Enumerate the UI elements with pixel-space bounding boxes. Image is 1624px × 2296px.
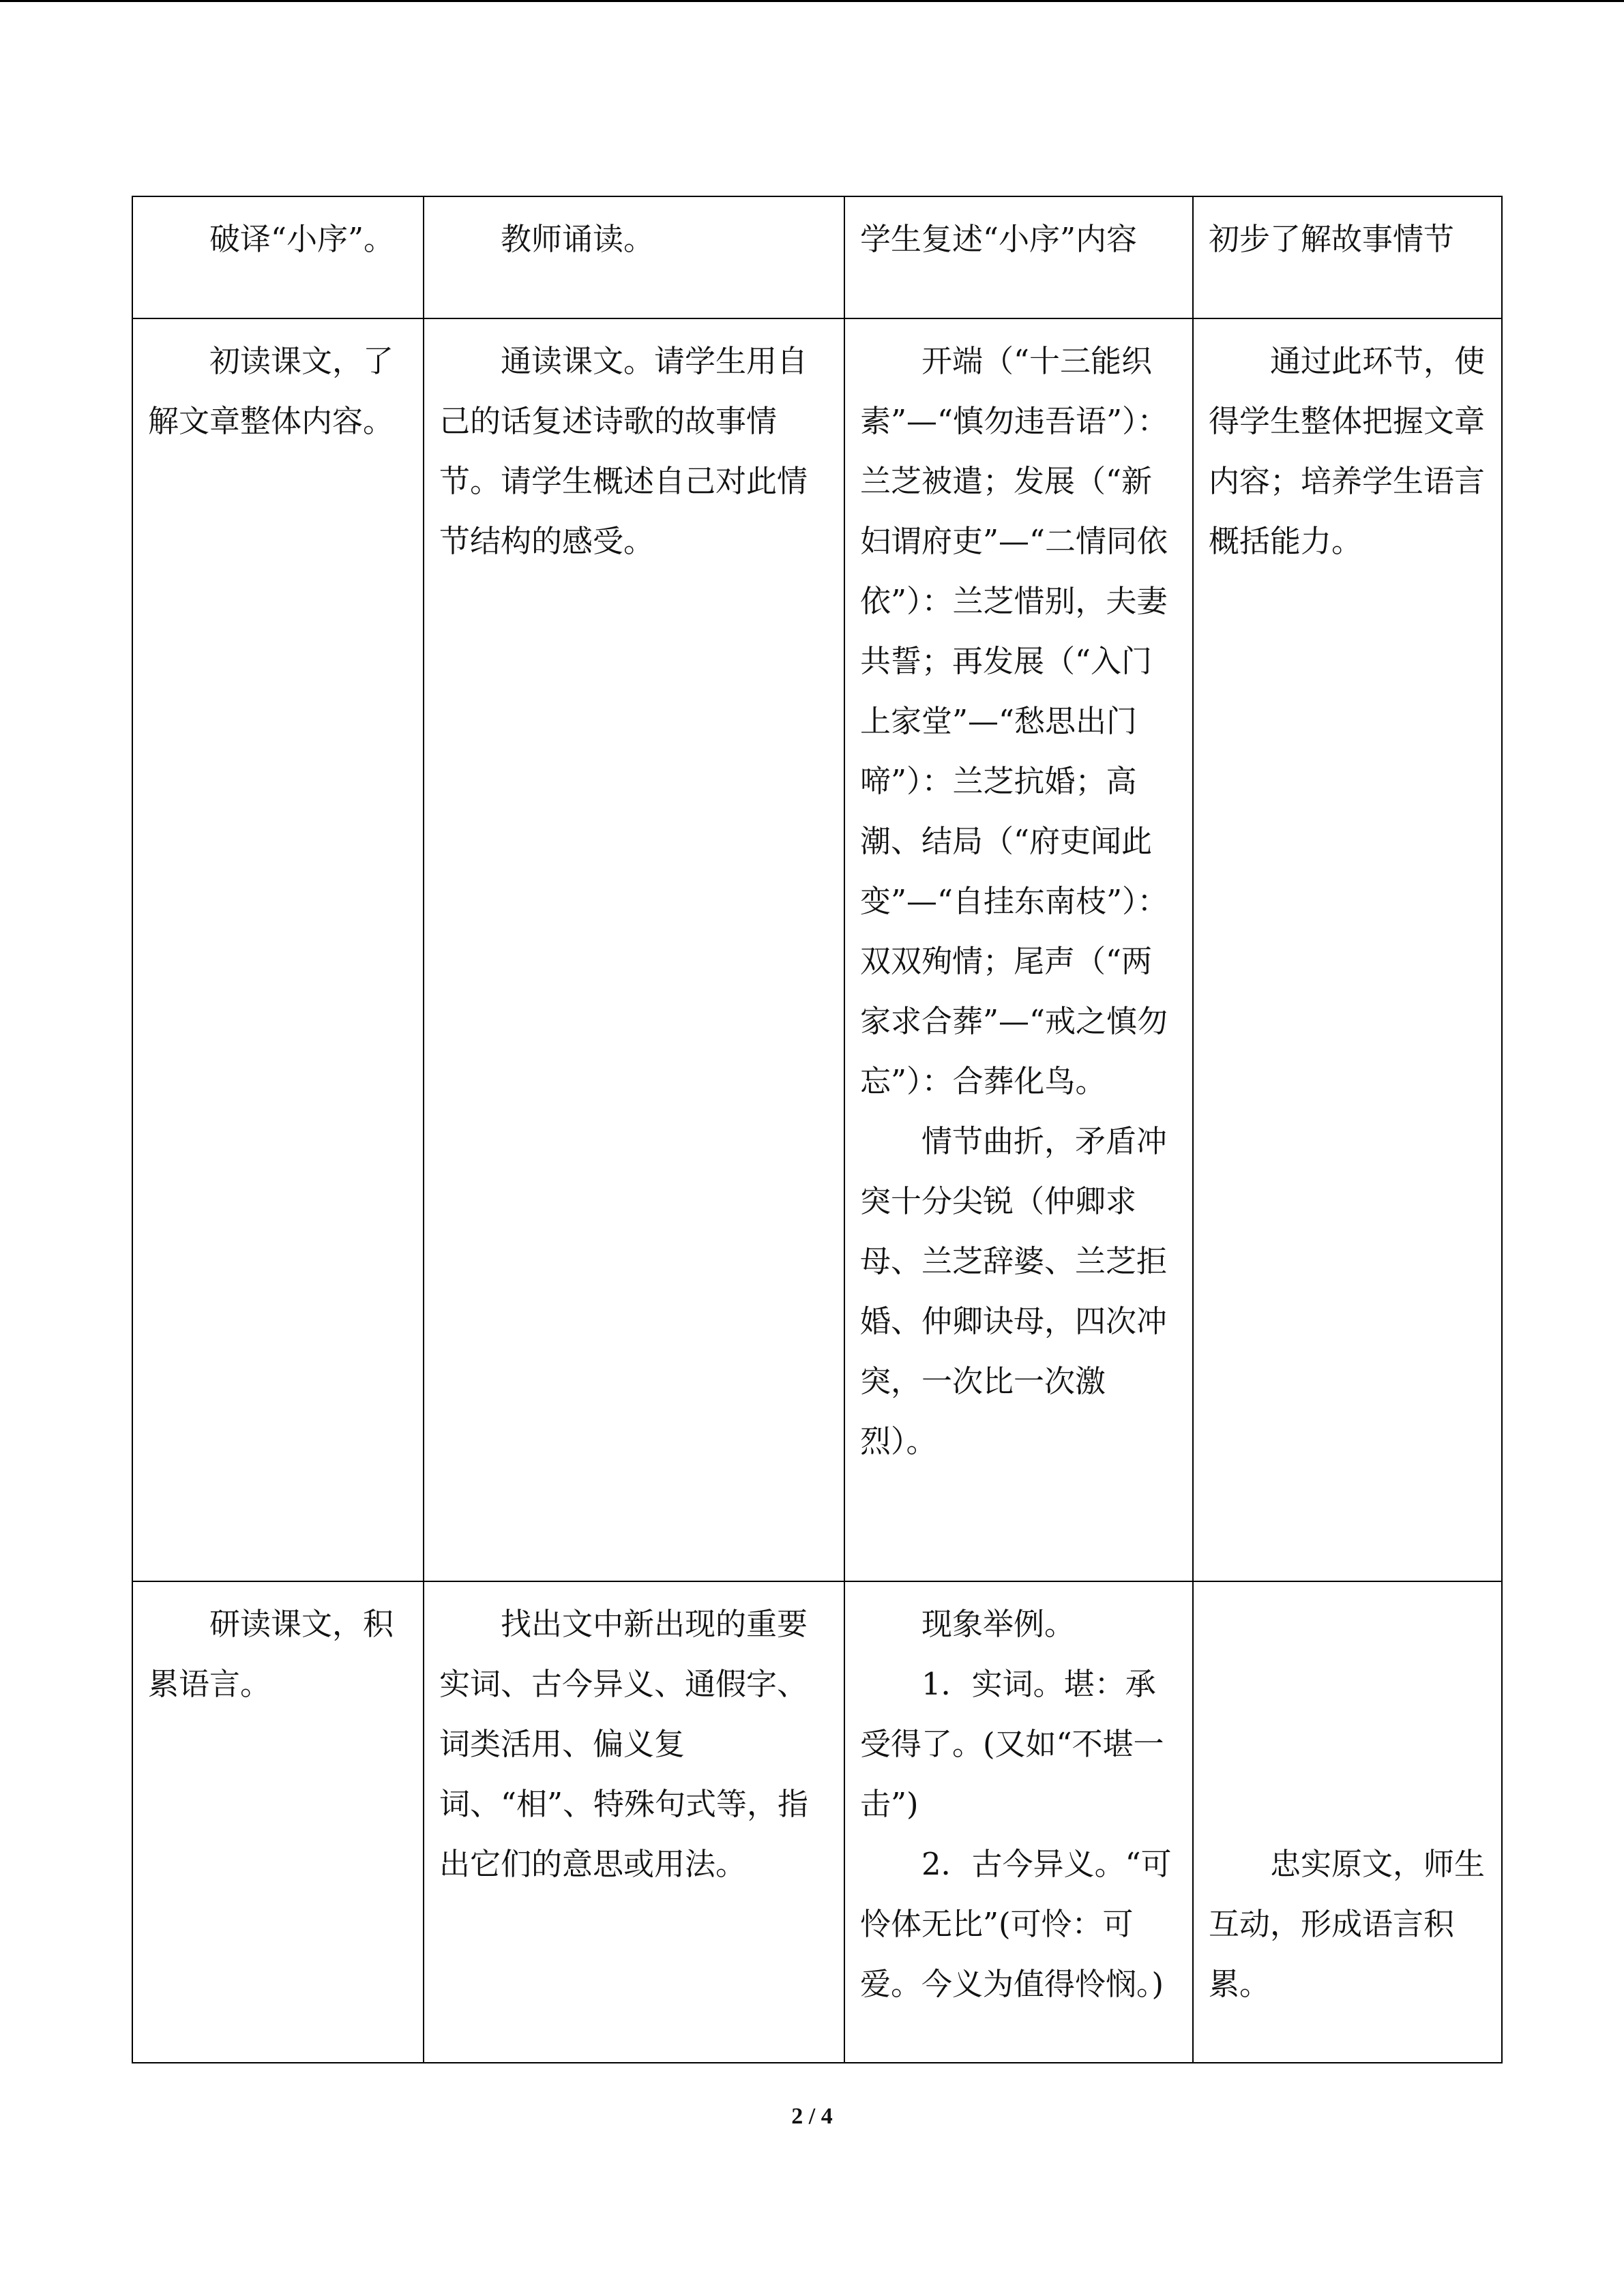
cell-paragraph: 破译“小序”。 (209, 221, 395, 257)
cell-paragraph: 初读课文，了解文章整体内容。 (148, 343, 394, 439)
cell-paragraph: 情节曲折，矛盾冲突十分尖锐（仲卿求母、兰芝辞婆、兰芝拒婚、仲卿诀母，四次冲突，一次比一次激烈）。 (860, 1123, 1168, 1459)
table-row (132, 318, 1502, 1581)
cell-paragraph: 找出文中新出现的重要实词、古今异义、通假字、词类活用、偏义复词、“相”、特殊句式等，指出它们的意思或用法。 (439, 1606, 809, 1882)
cell-paragraph: 2．古今异义。“可怜体无比”(可怜：可爱。今义为值得怜悯。) (860, 1846, 1172, 2002)
table-cell-activity (132, 318, 424, 1581)
table-cell-purpose (1193, 196, 1502, 318)
page-top-rule (0, 0, 1624, 2)
page-number: 2 / 4 (791, 2104, 833, 2129)
table-cell-purpose (1193, 318, 1502, 1581)
table-cell-teacher (424, 1581, 844, 2063)
table-cell-student (844, 196, 1193, 318)
cell-paragraph: 1．实词。堪：承受得了。(又如“不堪一击”) (860, 1666, 1164, 1822)
table-cell-activity (132, 1581, 424, 2063)
cell-paragraph: 学生复述“小序”内容 (860, 221, 1138, 257)
table-cell-teacher (424, 196, 844, 318)
cell-paragraph: 通读课文。请学生用自己的话复述诗歌的故事情节。请学生概述自己对此情节结构的感受。 (439, 343, 808, 559)
cell-paragraph: 教师诵读。 (501, 221, 655, 257)
cell-paragraph: 初步了解故事情节 (1209, 221, 1455, 257)
table-cell-activity (132, 196, 424, 318)
lesson-plan-table (132, 196, 1503, 2063)
cell-paragraph: 通过此环节，使得学生整体把握文章内容；培养学生语言概括能力。 (1209, 343, 1486, 559)
table-row (132, 1581, 1502, 2063)
table-cell-student (844, 1581, 1193, 2063)
table-cell-purpose (1193, 1581, 1502, 2063)
table-row (132, 196, 1502, 318)
cell-paragraph: 忠实原文，师生互动，形成语言积累。 (1209, 1846, 1486, 2002)
cell-paragraph: 研读课文，积累语言。 (148, 1606, 394, 1702)
cell-paragraph: 开端（“十三能织素”—“慎勿违吾语”）：兰芝被遣；发展（“新妇谓府吏”—“二情同依依”）：兰芝惜别，夫妻共誓；再发展（“入门上家堂”—“愁思出门啼”）：兰芝抗婚；高潮、结局（“府吏闻此变”—“自挂东南枝”）：双双殉情；尾声（“两家求合葬”—“戒之慎勿忘”）：合葬化鸟。 (860, 343, 1168, 1099)
cell-paragraph: 现象举例。 (921, 1606, 1076, 1642)
table-cell-teacher (424, 318, 844, 1581)
table-cell-student (844, 318, 1193, 1581)
